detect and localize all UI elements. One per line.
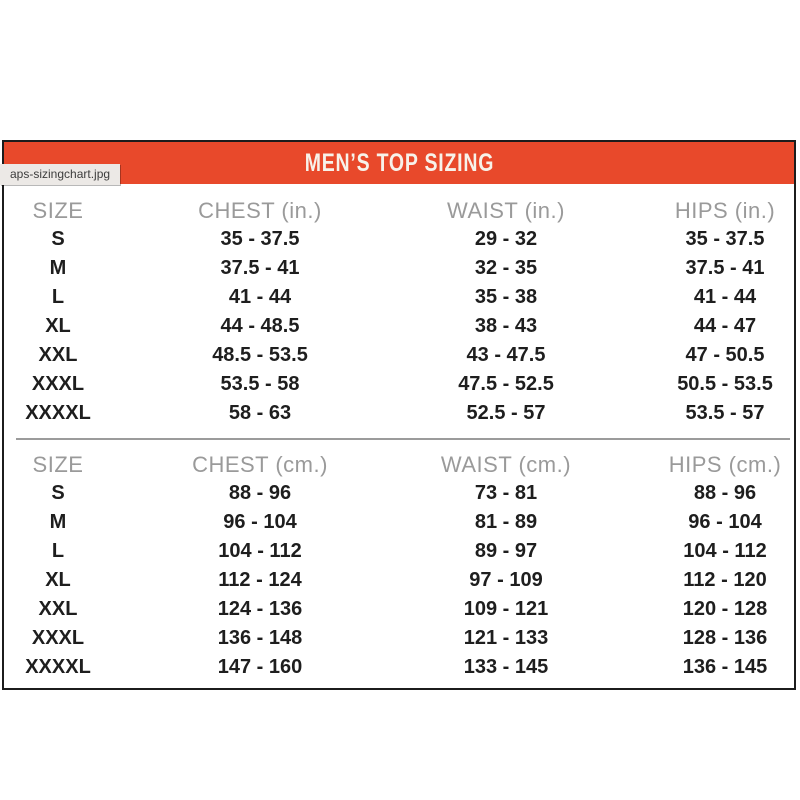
size-cell: M <box>49 257 67 279</box>
column-header: HIPS (in.) <box>674 197 776 223</box>
measurement-cell: 97 - 109 <box>469 569 543 591</box>
measurement-cell: 104 - 112 <box>218 540 302 562</box>
measurement-cell: 48.5 - 53.5 <box>212 344 308 366</box>
size-cell: XXXL <box>31 373 85 395</box>
measurement-cell: 43 - 47.5 <box>466 344 546 366</box>
measurement-cell: 41 - 44 <box>228 286 292 308</box>
measurement-cell: 38 - 43 <box>474 315 538 337</box>
column-header: WAIST (in.) <box>447 197 565 223</box>
size-cell: L <box>51 286 65 308</box>
sizing-chart-image <box>2 140 796 690</box>
measurement-cell: 128 - 136 <box>682 627 768 649</box>
measurement-cell: 44 - 48.5 <box>220 315 300 337</box>
size-cell: S <box>51 228 65 250</box>
measurement-cell: 58 - 63 <box>228 402 292 424</box>
measurement-cell: 121 - 133 <box>463 627 549 649</box>
measurement-cell: 104 - 112 <box>683 540 767 562</box>
size-cell: XL <box>45 315 71 337</box>
measurement-cell: 52.5 - 57 <box>466 402 546 424</box>
table-divider <box>16 438 790 440</box>
measurement-cell: 112 - 124 <box>218 569 302 591</box>
measurement-cell: 120 - 128 <box>682 598 768 620</box>
size-cell: M <box>49 511 67 533</box>
measurement-cell: 88 - 96 <box>693 482 757 504</box>
column-header: CHEST (cm.) <box>192 451 328 477</box>
measurement-cell: 44 - 47 <box>693 315 757 337</box>
measurement-cell: 29 - 32 <box>474 228 538 250</box>
column-header: SIZE <box>32 451 84 477</box>
measurement-cell: 109 - 121 <box>463 598 549 620</box>
measurement-cell: 89 - 97 <box>474 540 538 562</box>
measurement-cell: 133 - 145 <box>463 656 549 678</box>
measurement-cell: 47.5 - 52.5 <box>458 373 554 395</box>
measurement-cell: 37.5 - 41 <box>685 257 765 279</box>
size-cell: L <box>51 540 65 562</box>
measurement-cell: 35 - 37.5 <box>220 228 300 250</box>
size-cell: S <box>51 482 65 504</box>
measurement-cell: 37.5 - 41 <box>220 257 300 279</box>
measurement-cell: 124 - 136 <box>217 598 303 620</box>
measurement-cell: 53.5 - 57 <box>685 402 765 424</box>
column-header: CHEST (in.) <box>198 197 322 223</box>
measurement-cell: 32 - 35 <box>474 257 538 279</box>
measurement-cell: 88 - 96 <box>228 482 292 504</box>
size-cell: XXXXL <box>25 656 91 678</box>
chart-title: MEN’S TOP SIZING <box>304 148 494 177</box>
size-cell: XXL <box>38 344 78 366</box>
size-cell: XXXXL <box>25 402 91 424</box>
measurement-cell: 73 - 81 <box>474 482 538 504</box>
measurement-cell: 96 - 104 <box>223 511 297 533</box>
size-cell: XL <box>45 569 71 591</box>
image-filename-text: aps-sizingchart.jpg <box>10 167 111 181</box>
sizing-table-inches <box>4 196 794 428</box>
measurement-cell: 50.5 - 53.5 <box>677 373 773 395</box>
measurement-cell: 53.5 - 58 <box>220 373 300 395</box>
size-cell: XXL <box>38 598 78 620</box>
measurement-cell: 41 - 44 <box>693 286 757 308</box>
measurement-cell: 35 - 38 <box>474 286 538 308</box>
chart-title-bar <box>4 142 794 184</box>
sizing-table-cm <box>4 450 794 682</box>
measurement-cell: 136 - 145 <box>682 656 768 678</box>
measurement-cell: 147 - 160 <box>217 656 303 678</box>
measurement-cell: 96 - 104 <box>688 511 762 533</box>
measurement-cell: 81 - 89 <box>474 511 538 533</box>
measurement-cell: 112 - 120 <box>683 569 767 591</box>
size-cell: XXXL <box>31 627 85 649</box>
column-header: WAIST (cm.) <box>440 451 572 477</box>
measurement-cell: 35 - 37.5 <box>685 228 765 250</box>
measurement-cell: 47 - 50.5 <box>685 344 765 366</box>
column-header: HIPS (cm.) <box>668 451 782 477</box>
image-filename-label <box>0 164 120 185</box>
measurement-cell: 136 - 148 <box>217 627 303 649</box>
column-header: SIZE <box>32 197 84 223</box>
